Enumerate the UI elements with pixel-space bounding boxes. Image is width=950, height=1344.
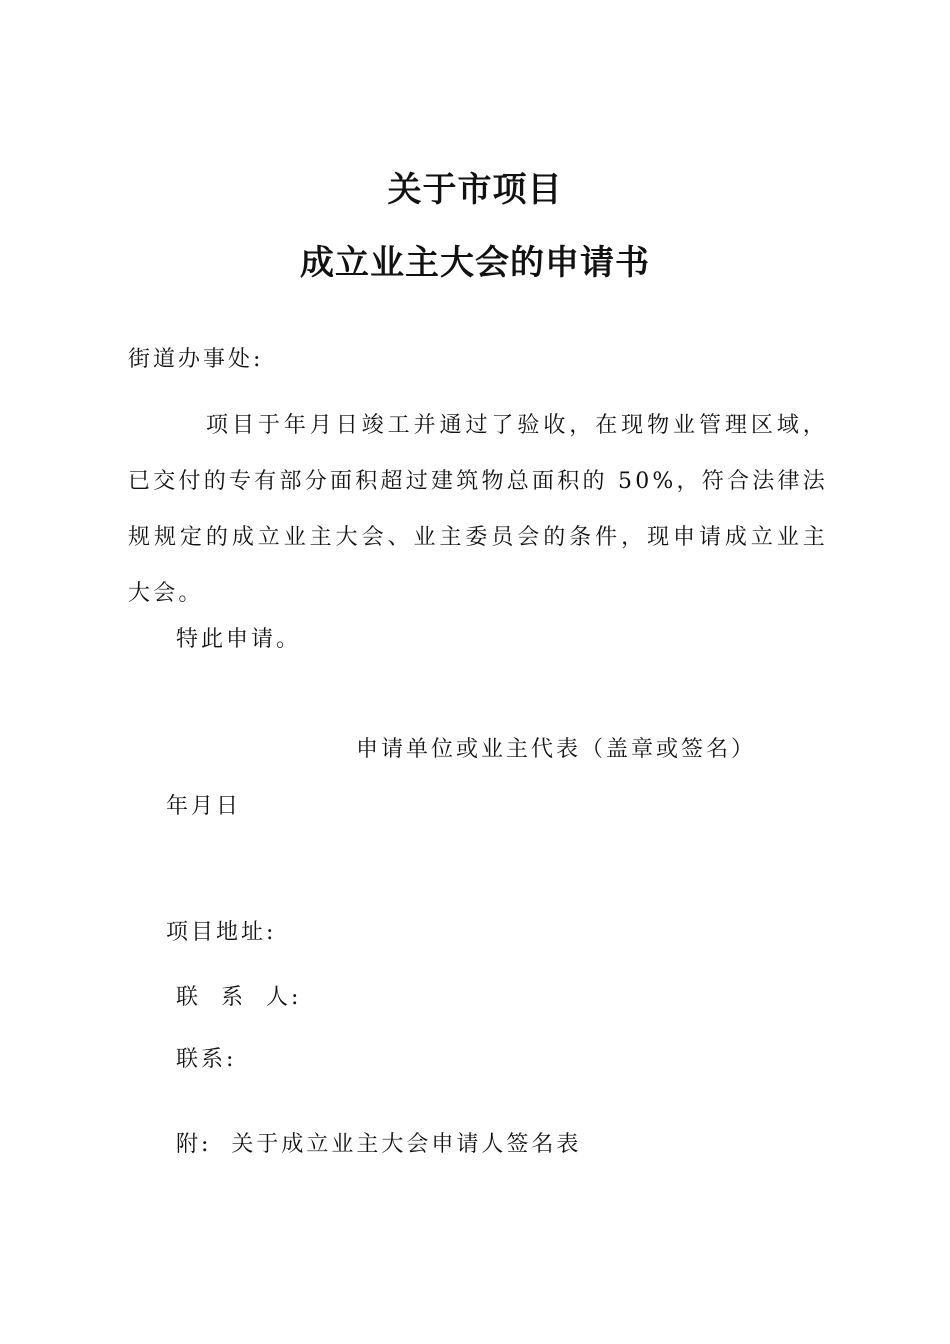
body-paragraph: 项目于年月日竣工并通过了验收，在现物业管理区域，已交付的专有部分面积超过建筑物总面积的 50%，符合法律法规规定的成立业主大会、业主委员会的条件，现申请成立业主大会。: [128, 413, 828, 606]
project-address-label: 项目地址:: [166, 920, 277, 945]
attachment-note: 附: 关于成立业主大会申请人签名表: [176, 1132, 582, 1157]
closing-text: 特此申请。: [176, 627, 302, 652]
addressee: 街道办事处:: [128, 347, 264, 372]
date-line: 年月日: [166, 794, 242, 819]
document-title-line-2: 成立业主大会的申请书: [300, 243, 650, 283]
contact-person-label: 联 系 人:: [176, 985, 302, 1010]
contact-label: 联系:: [176, 1047, 237, 1072]
document-title-line-1: 关于市项目: [387, 170, 563, 210]
signature-line: 申请单位或业主代表（盖章或签名）: [356, 737, 757, 762]
